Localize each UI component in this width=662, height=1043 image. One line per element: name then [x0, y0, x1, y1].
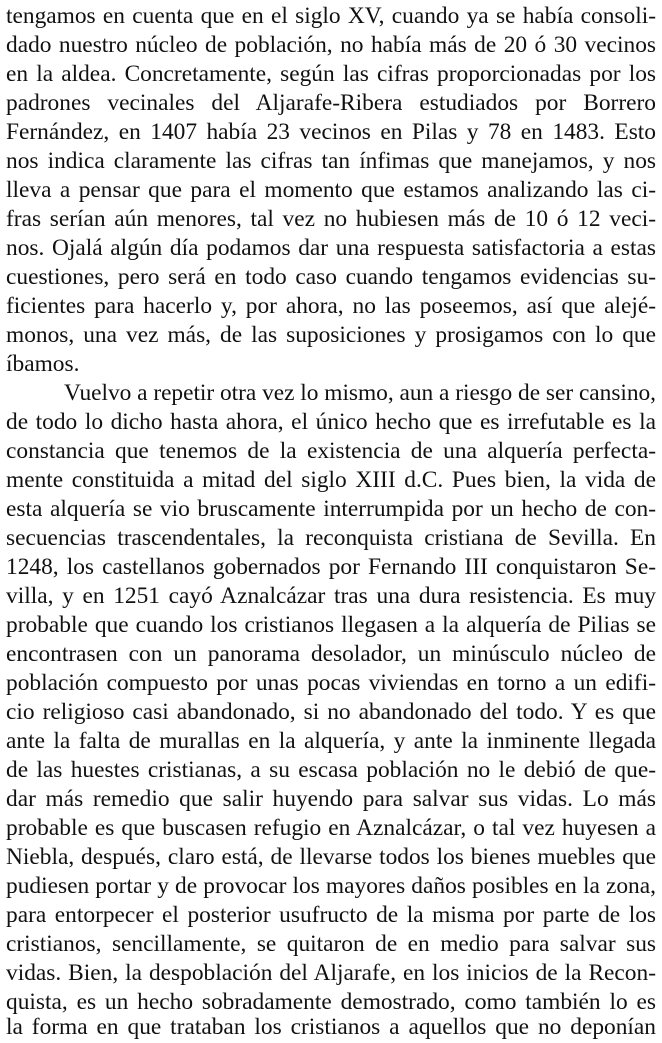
- text-line: fras serían aún menores, tal vez no hubiesen más de 10 ó 12 veci-: [6, 206, 656, 232]
- text-line: Niebla, después, claro está, de llevarse todos los bienes muebles que: [6, 844, 656, 870]
- text-line: lleva a pensar que para el momento que estamos analizando las ci-: [6, 177, 656, 203]
- text-line: dado nuestro núcleo de población, no había más de 20 ó 30 vecinos: [6, 32, 656, 58]
- text-line: pudiesen portar y de provocar los mayores daños posibles en la zona,: [6, 873, 656, 899]
- text-line: nos indica claramente las cifras tan ínfimas que manejamos, y nos: [6, 148, 656, 174]
- text-line: constancia que tenemos de la existencia de una alquería perfecta-: [6, 438, 656, 464]
- text-line: cristianos, sencillamente, se quitaron de en medio para salvar sus: [6, 931, 656, 957]
- text-line: monos, una vez más, de las suposiciones y prosigamos con lo que: [6, 322, 656, 348]
- text-line: padrones vecinales del Aljarafe-Ribera estudiados por Borrero: [6, 90, 656, 116]
- text-line: nos. Ojalá algún día podamos dar una respuesta satisfactoria a estas: [6, 235, 656, 261]
- text-line: para entorpecer el posterior usufructo de la misma por parte de los: [6, 902, 656, 928]
- text-line: vidas. Bien, la despoblación del Aljarafe, en los inicios de la Recon-: [6, 960, 656, 986]
- text-line: cuestiones, pero será en todo caso cuando tengamos evidencias su-: [6, 264, 656, 290]
- text-line: cio religioso casi abandonado, si no abandonado del todo. Y es que: [6, 699, 656, 725]
- text-line: mente constituida a mitad del siglo XIII d.C. Pues bien, la vida de: [6, 467, 656, 493]
- text-line: probable que cuando los cristianos llegasen a la alquería de Pilias se: [6, 612, 656, 638]
- text-line: tengamos en cuenta que en el siglo XV, cuando ya se había consoli-: [6, 3, 656, 29]
- text-line: de todo lo dicho hasta ahora, el único hecho que es irrefutable es la: [6, 409, 656, 435]
- text-line: en la aldea. Concretamente, según las cifras proporcionadas por los: [6, 61, 656, 87]
- text-line: quista, es un hecho sobradamente demostrado, como también lo es: [6, 989, 656, 1015]
- text-line: esta alquería se vio bruscamente interrumpida por un hecho de con-: [6, 496, 656, 522]
- text-line: ficientes para hacerlo y, por ahora, no las poseemos, así que alejé-: [6, 293, 656, 319]
- text-line: íbamos.: [6, 351, 80, 377]
- text-line: población compuesto por unas pocas viviendas en torno a un edifi-: [6, 670, 656, 696]
- text-line: secuencias trascendentales, la reconquista cristiana de Sevilla. En: [6, 525, 656, 551]
- text-line: villa, y en 1251 cayó Aznalcázar tras una dura resistencia. Es muy: [6, 583, 656, 609]
- text-line: la forma en que trataban los cristianos a aquellos que no deponían: [6, 1014, 656, 1040]
- text-line: dar más remedio que salir huyendo para salvar sus vidas. Lo más: [6, 786, 656, 812]
- text-line: ante la falta de murallas en la alquería, y ante la inminente llegada: [6, 728, 656, 754]
- text-line: probable es que buscasen refugio en Aznalcázar, o tal vez huyesen a: [6, 815, 656, 841]
- text-line: Fernández, en 1407 había 23 vecinos en Pilas y 78 en 1483. Esto: [6, 119, 656, 145]
- text-line: de las huestes cristianas, a su escasa población no le debió de que-: [6, 757, 656, 783]
- text-line: 1248, los castellanos gobernados por Fernando III conquistaron Se-: [6, 554, 656, 580]
- text-line: encontrasen con un panorama desolador, un minúsculo núcleo de: [6, 641, 656, 667]
- text-line: Vuelvo a repetir otra vez lo mismo, aun a riesgo de ser cansino,: [64, 380, 656, 406]
